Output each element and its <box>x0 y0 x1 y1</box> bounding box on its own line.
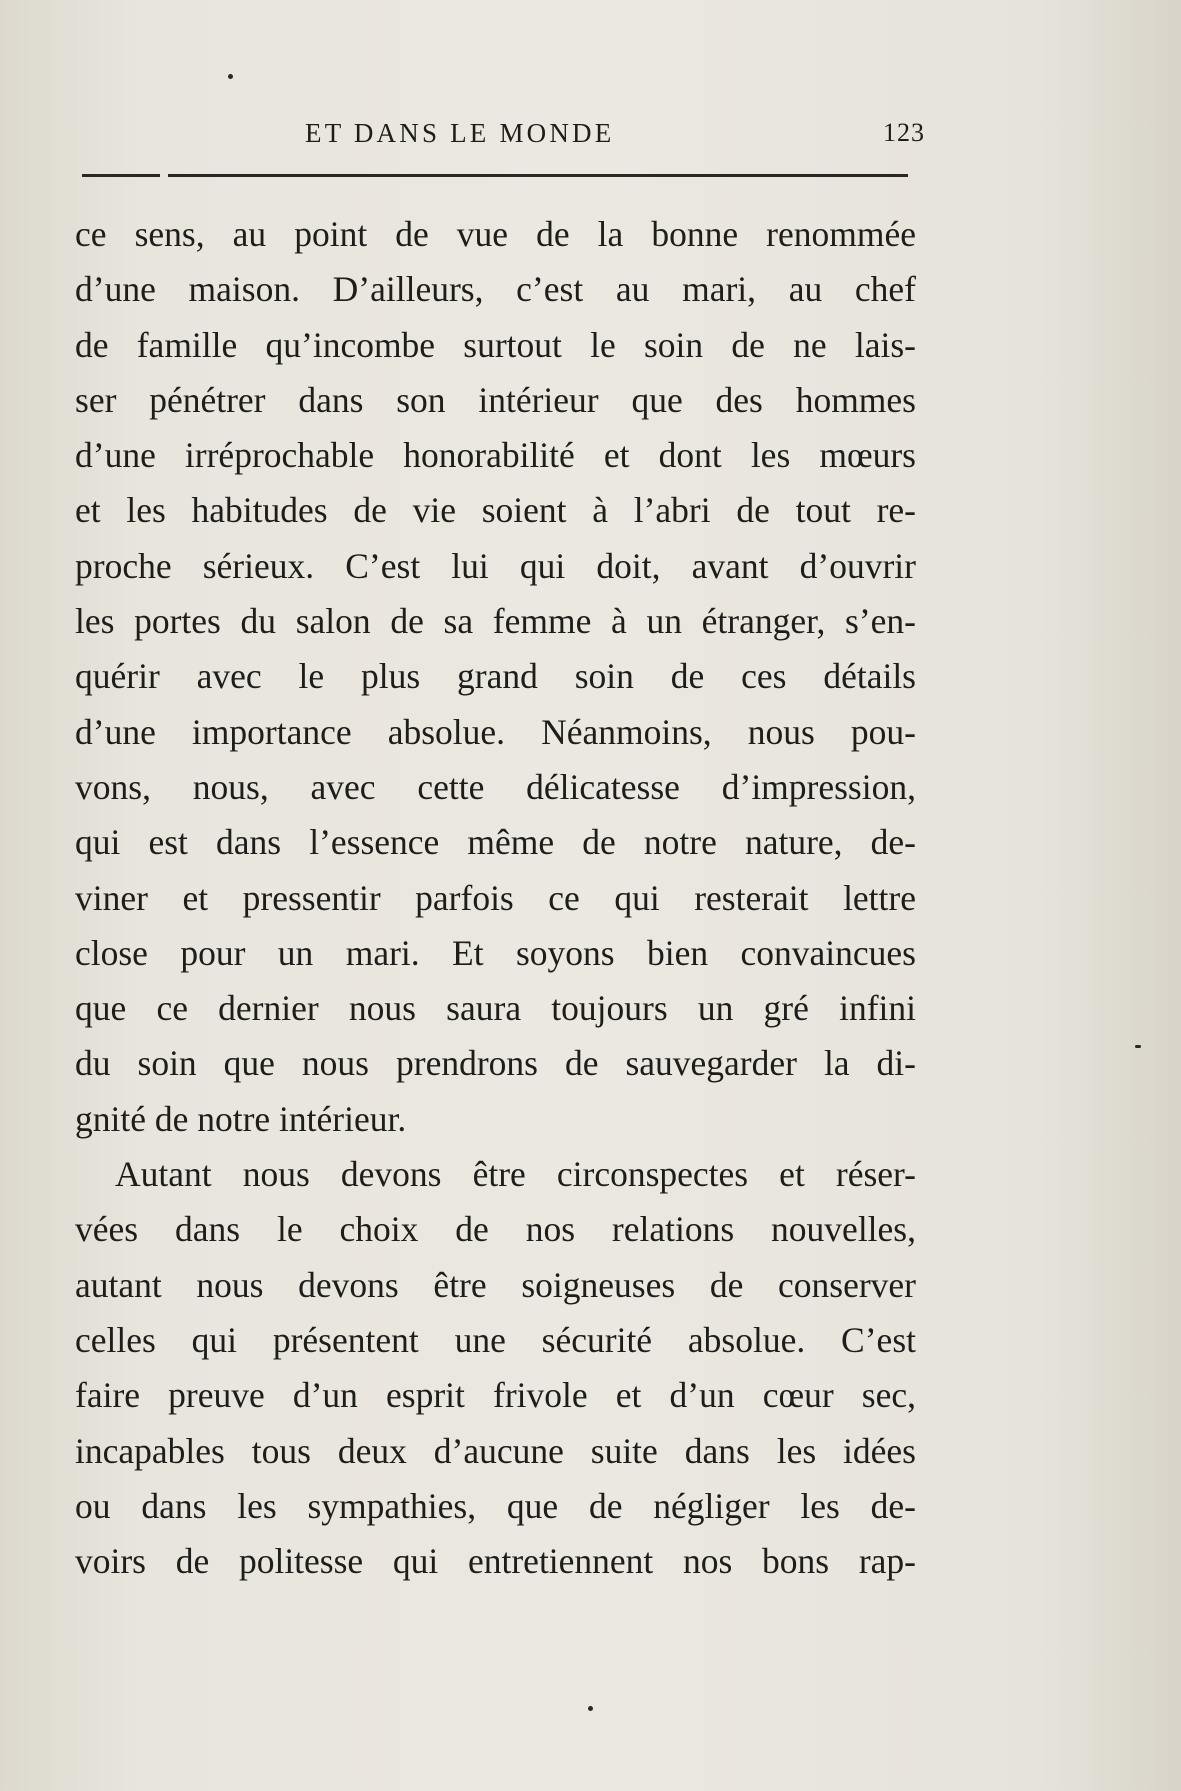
paragraph-1-line-6: et les habitudes de vie soient à l’abri de tout re- <box>75 490 916 531</box>
paragraph-2-line-3: autant nous devons être soigneuses de conserver <box>75 1264 916 1305</box>
page-number: 123 <box>883 118 925 147</box>
paragraph-1-line-12: qui est dans l’essence même de notre nature, de- <box>75 822 916 863</box>
paragraph-1-line-8: les portes du salon de sa femme à un étranger, s’en- <box>75 601 916 642</box>
paragraph-1-line-7: proche sérieux. C’est lui qui doit, avant d’ouvrir <box>75 545 916 586</box>
paragraph-1-line-13: viner et pressentir parfois ce qui resterait lettre <box>75 877 916 918</box>
paragraph-1-line-15: que ce dernier nous saura toujours un gré infini <box>75 988 916 1029</box>
paragraph-2-line-7: ou dans les sympathies, que de négliger les de- <box>75 1485 916 1526</box>
paragraph-2-line-2: vées dans le choix de nos relations nouvelles, <box>75 1209 916 1250</box>
paragraph-1-line-11: vons, nous, avec cette délicatesse d’impression, <box>75 766 916 807</box>
paragraph-2-line-5: faire preuve d’un esprit frivole et d’un cœur sec, <box>75 1375 916 1416</box>
paragraph-1-line-16: du soin que nous prendrons de sauvegarder la di- <box>75 1043 916 1084</box>
paragraph-1-line-1: ce sens, au point de vue de la bonne renommée <box>75 214 916 254</box>
header-rule <box>82 174 908 177</box>
paragraph-1-line-10: d’une importance absolue. Néanmoins, nous pou- <box>75 711 916 752</box>
paragraph-2-line-4: celles qui présentent une sécurité absolue. C’est <box>75 1319 916 1360</box>
page-speck <box>1135 1045 1141 1048</box>
paragraph-1-line-9: quérir avec le plus grand soin de ces détails <box>75 656 916 697</box>
paragraph-2-line-1: Autant nous devons être circonspectes et réser- <box>115 1154 916 1195</box>
paragraph-1-line-5: d’une irréprochable honorabilité et dont les mœurs <box>75 435 916 476</box>
page-header <box>75 118 925 158</box>
paragraph-1-line-17: gnité de notre intérieur. <box>75 1098 407 1139</box>
paragraph-1-line-14: close pour un mari. Et soyons bien convaincues <box>75 932 916 973</box>
running-title: ET DANS LE MONDE <box>305 118 615 148</box>
paragraph-1-line-2: d’une maison. D’ailleurs, c’est au mari, au chef <box>75 269 916 310</box>
paragraph-2-line-6: incapables tous deux d’aucune suite dans les idées <box>75 1430 916 1471</box>
paragraph-1-line-3: de famille qu’incombe surtout le soin de ne lais- <box>75 324 916 365</box>
paragraph-1-line-4: ser pénétrer dans son intérieur que des hommes <box>75 379 916 420</box>
printing-dot-top <box>228 74 233 79</box>
header-rule-break <box>160 173 168 178</box>
printing-dot-bottom <box>588 1706 593 1711</box>
body-text <box>75 207 916 1589</box>
paragraph-2-line-8: voirs de politesse qui entretiennent nos bons rap- <box>75 1541 916 1582</box>
